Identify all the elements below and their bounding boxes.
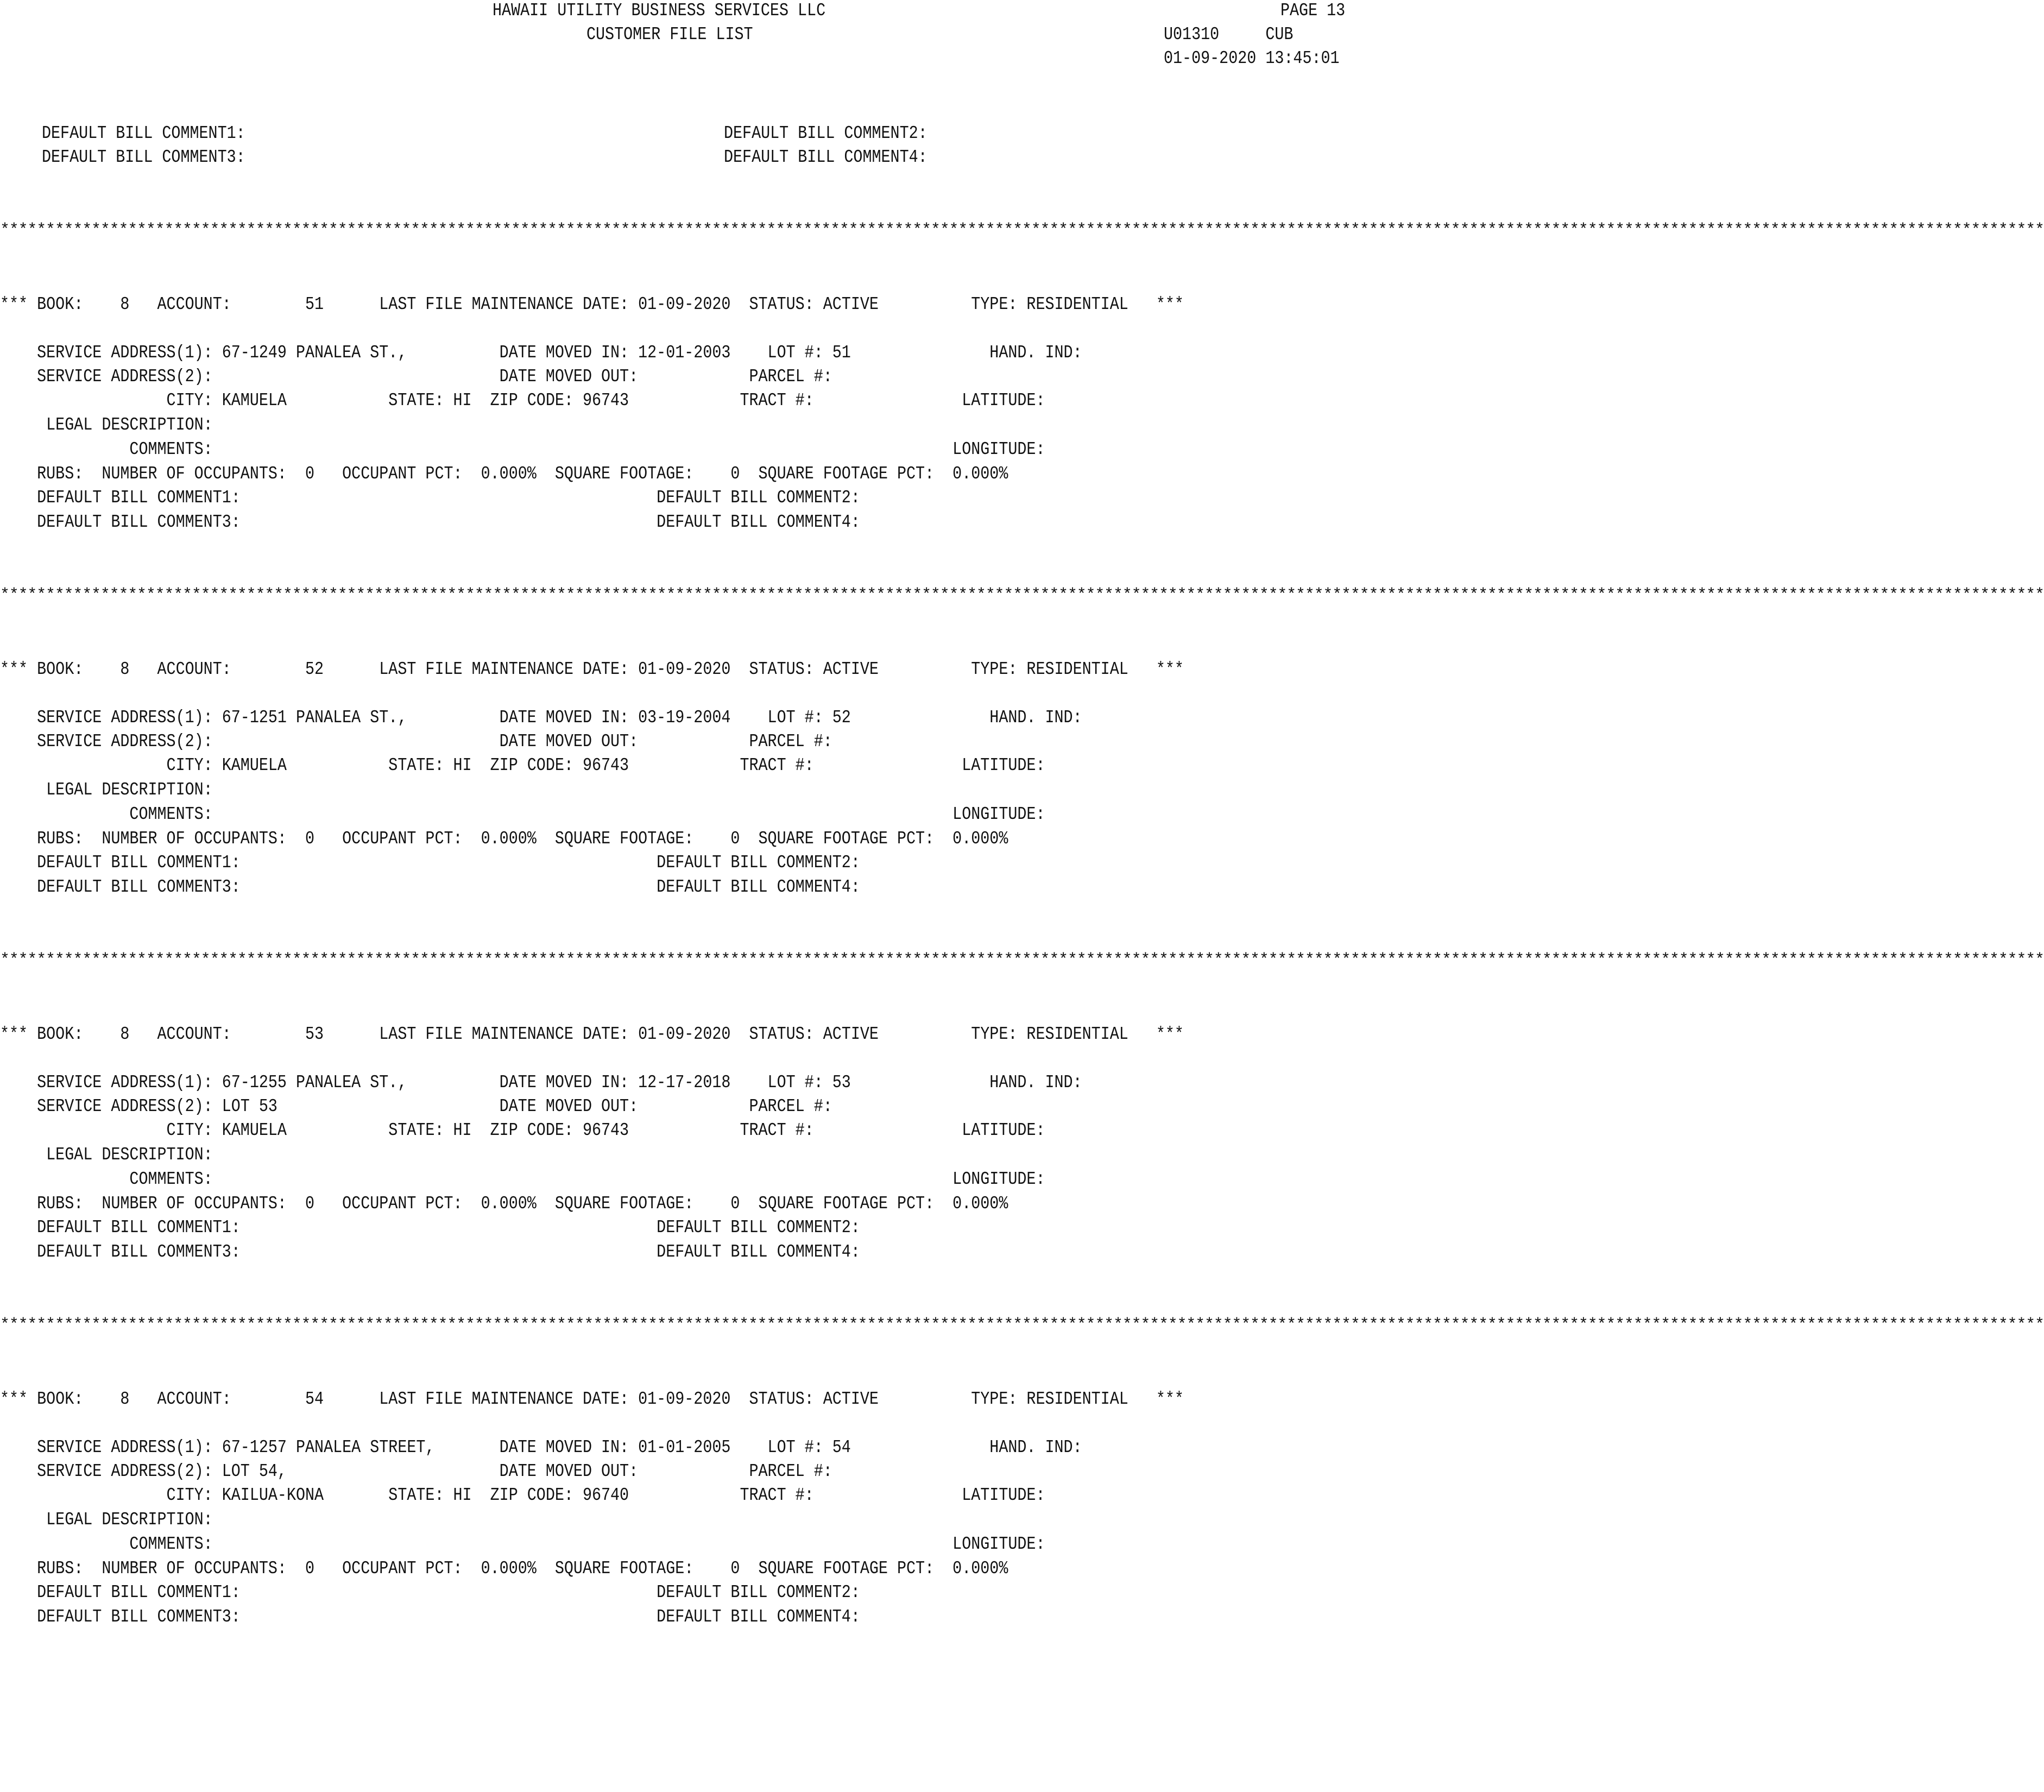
record-line: SERVICE ADDRESS(2): DATE MOVED OUT: PARCEL #: xyxy=(0,367,832,387)
carryover-comment1: DEFAULT BILL COMMENT1: xyxy=(42,123,245,143)
report-title: CUSTOMER FILE LIST xyxy=(586,24,753,45)
record-line: CITY: KAILUA-KONA STATE: HI ZIP CODE: 96740 TRACT #: LATITUDE: xyxy=(0,1485,1045,1505)
record-separator: ******************************************************************************************************************************************************************************************************************************** xyxy=(0,1316,2044,1334)
carryover-comment2: DEFAULT BILL COMMENT2: xyxy=(724,123,928,143)
company-name: HAWAII UTILITY BUSINESS SERVICES LLC xyxy=(493,1,826,21)
record-line: *** BOOK: 8 ACCOUNT: 52 LAST FILE MAINTENANCE DATE: 01-09-2020 STATUS: ACTIVE TYPE: RESIDENTIAL *** xyxy=(0,659,1184,679)
record-line: *** BOOK: 8 ACCOUNT: 51 LAST FILE MAINTENANCE DATE: 01-09-2020 STATUS: ACTIVE TYPE: RESIDENTIAL *** xyxy=(0,294,1184,314)
record-line: LEGAL DESCRIPTION: xyxy=(0,415,213,435)
record-line: COMMENTS: LONGITUDE: xyxy=(0,804,1045,824)
run-datetime: 01-09-2020 13:45:01 xyxy=(1164,48,1340,68)
record-line: SERVICE ADDRESS(2): LOT 54, DATE MOVED OUT: PARCEL #: xyxy=(0,1461,832,1481)
record-line: SERVICE ADDRESS(1): 67-1251 PANALEA ST., DATE MOVED IN: 03-19-2004 LOT #: 52 HAND. IND: xyxy=(0,708,1082,728)
record-line: *** BOOK: 8 ACCOUNT: 53 LAST FILE MAINTENANCE DATE: 01-09-2020 STATUS: ACTIVE TYPE: RESIDENTIAL *** xyxy=(0,1024,1184,1044)
report-id: U01310 CUB xyxy=(1164,24,1294,45)
record-line: RUBS: NUMBER OF OCCUPANTS: 0 OCCUPANT PCT: 0.000% SQUARE FOOTAGE: 0 SQUARE FOOTAGE PCT: 0.000% xyxy=(0,1558,1008,1579)
record-line: CITY: KAMUELA STATE: HI ZIP CODE: 96743 TRACT #: LATITUDE: xyxy=(0,1120,1045,1140)
record-line: CITY: KAMUELA STATE: HI ZIP CODE: 96743 TRACT #: LATITUDE: xyxy=(0,755,1045,775)
record-line: DEFAULT BILL COMMENT3: DEFAULT BILL COMMENT4: xyxy=(0,1242,860,1262)
record-line: *** BOOK: 8 ACCOUNT: 54 LAST FILE MAINTENANCE DATE: 01-09-2020 STATUS: ACTIVE TYPE: RESIDENTIAL *** xyxy=(0,1389,1184,1409)
record-line: COMMENTS: LONGITUDE: xyxy=(0,439,1045,459)
record-line: COMMENTS: LONGITUDE: xyxy=(0,1169,1045,1189)
record-line: RUBS: NUMBER OF OCCUPANTS: 0 OCCUPANT PCT: 0.000% SQUARE FOOTAGE: 0 SQUARE FOOTAGE PCT: 0.000% xyxy=(0,464,1008,484)
record-line: DEFAULT BILL COMMENT3: DEFAULT BILL COMMENT4: xyxy=(0,877,860,897)
record-line: DEFAULT BILL COMMENT3: DEFAULT BILL COMMENT4: xyxy=(0,1607,860,1627)
record-separator: ******************************************************************************************************************************************************************************************************************************** xyxy=(0,951,2044,969)
record-line: DEFAULT BILL COMMENT3: DEFAULT BILL COMMENT4: xyxy=(0,512,860,532)
record-line: DEFAULT BILL COMMENT1: DEFAULT BILL COMMENT2: xyxy=(0,488,860,508)
carryover-comment3: DEFAULT BILL COMMENT3: xyxy=(42,147,245,167)
record-line: RUBS: NUMBER OF OCCUPANTS: 0 OCCUPANT PCT: 0.000% SQUARE FOOTAGE: 0 SQUARE FOOTAGE PCT: 0.000% xyxy=(0,829,1008,849)
record-line: DEFAULT BILL COMMENT1: DEFAULT BILL COMMENT2: xyxy=(0,853,860,873)
record-line: LEGAL DESCRIPTION: xyxy=(0,1510,213,1530)
record-separator: ******************************************************************************************************************************************************************************************************************************** xyxy=(0,586,2044,604)
carryover-comment4: DEFAULT BILL COMMENT4: xyxy=(724,147,928,167)
record-line: SERVICE ADDRESS(1): 67-1249 PANALEA ST., DATE MOVED IN: 12-01-2003 LOT #: 51 HAND. IND: xyxy=(0,343,1082,363)
record-line: COMMENTS: LONGITUDE: xyxy=(0,1534,1045,1554)
record-line: SERVICE ADDRESS(1): 67-1257 PANALEA STREET, DATE MOVED IN: 01-01-2005 LOT #: 54 HAND. IND: xyxy=(0,1437,1082,1457)
record-line: DEFAULT BILL COMMENT1: DEFAULT BILL COMMENT2: xyxy=(0,1582,860,1602)
record-line: CITY: KAMUELA STATE: HI ZIP CODE: 96743 TRACT #: LATITUDE: xyxy=(0,390,1045,411)
page-number: PAGE 13 xyxy=(1280,1,1346,21)
record-line: SERVICE ADDRESS(2): DATE MOVED OUT: PARCEL #: xyxy=(0,731,832,752)
record-line: LEGAL DESCRIPTION: xyxy=(0,1145,213,1165)
record-separator: ******************************************************************************************************************************************************************************************************************************** xyxy=(0,221,2044,239)
record-line: RUBS: NUMBER OF OCCUPANTS: 0 OCCUPANT PCT: 0.000% SQUARE FOOTAGE: 0 SQUARE FOOTAGE PCT: 0.000% xyxy=(0,1194,1008,1214)
record-line: LEGAL DESCRIPTION: xyxy=(0,780,213,800)
record-line: DEFAULT BILL COMMENT1: DEFAULT BILL COMMENT2: xyxy=(0,1217,860,1238)
record-line: SERVICE ADDRESS(1): 67-1255 PANALEA ST., DATE MOVED IN: 12-17-2018 LOT #: 53 HAND. IND: xyxy=(0,1072,1082,1093)
record-line: SERVICE ADDRESS(2): LOT 53 DATE MOVED OUT: PARCEL #: xyxy=(0,1096,832,1116)
